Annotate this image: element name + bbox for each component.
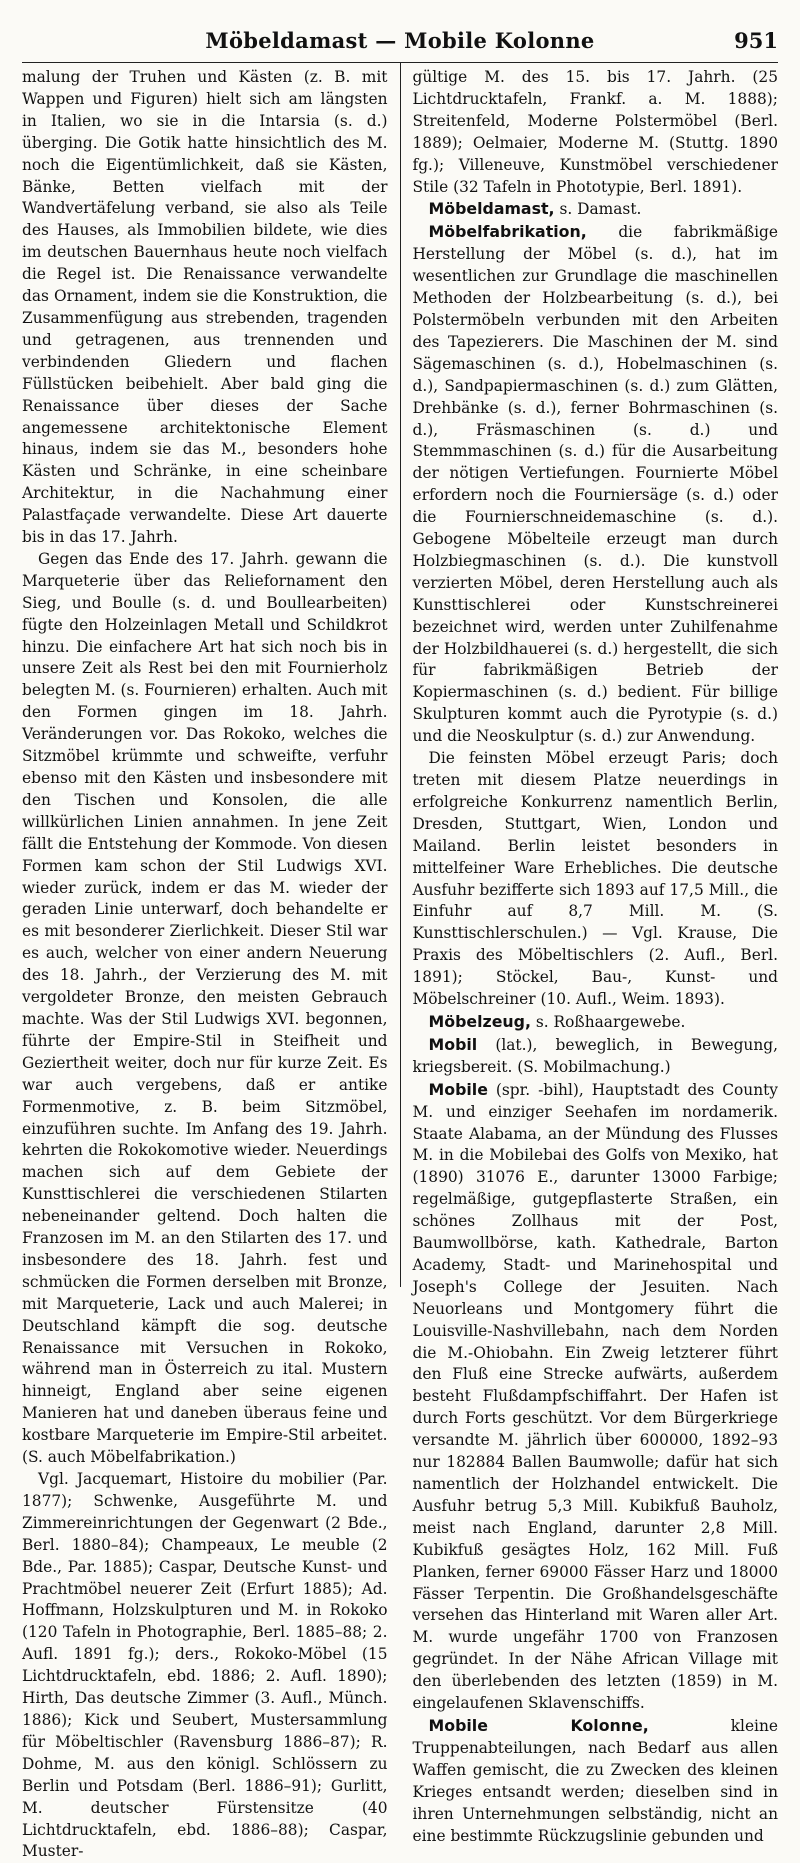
paragraph [22,67,388,549]
entry [413,1079,779,1715]
paragraph [22,1469,388,1863]
paragraph-text: malung der Truhen und Kästen (z. B. mit Wappen und Figuren) hielt sich am längsten in Italien, wo sie in die Intarsia (s. d.) überging. Die Gotik hatte hinsichtlich des M. noch die Eigentümlichkeit, daß sie Kästen, Bänke, Betten vielfach mit der Wandvertäfelung verband, sie also als Teile des Hauses, als Immobilien bildete, wie dies im deutschen Bauernhaus heute noch vielfach die Regel ist. Die Renaissance verwandelte das Ornament, indem sie die Konstruktion, die Zusammenfügung aus strebenden, tragenden und getragenen, aus trennenden und verbindenden Gliedern und flachen Füllstücken beibehielt. Aber bald ging die Renaissance über dieses der Sache angemessene architektonische Element hinaus, indem sie das M., besonders hohe Kästen und Schränke, in eine scheinbare Architektur, in die Nachahmung einer Palastfaçade verwandelte. Diese Art dauerte bis in das 17. Jahrh. [22,68,388,547]
entry-headword: Mobil [428,1034,478,1054]
paragraph-text: Gegen das Ende des 17. Jahrh. gewann die Marqueterie über das Reliefornament den Sieg, und Boulle (s. d. und Boullearbeiten) fügte den Holzeinlagen Metall und Schildkrot hinzu. Die einfachere Art hat sich noch bis in unsere Zeit als Rest bei den mit Fournierholz belegten M. (s. Fournieren) erhalten. Auch mit den Formen gingen im 18. Jahrh. Veränderungen vor. Das Rokoko, welches die Sitzmöbel krümmte und schweifte, verfuhr ebenso mit den Kästen und insbesondere mit den Tischen und Konsolen, die alle willkürlichen Linien annahmen. In jene Zeit fällt die Entstehung der Kommode. Von diesen Formen kam schon der Stil Ludwigs XVI. wieder zurück, indem er das M. wieder der geraden Linie unterwarf, doch behandelte er es mit besonderer Zierlichkeit. Dieser Stil war es auch, welcher von einer andern Neuerung des 18. Jahrh., der Verzierung des M. mit vergoldeter Bronze, den meisten Gebrauch machte. Was der Stil Ludwigs XVI. begonnen, führte der Empire-Stil in Steifheit und Geziertheit weiter, doch nur für kurze Zeit. Es war auch vergebens, daß er antike Formenmotive, z. B. beim Sitzmöbel, einzuführen suchte. Im Anfang des 19. Jahrh. kehrten die Rokokomotive wieder. Neuerdings machen sich auf dem Gebiete der Kunsttischlerei die verschiedenen Stilarten nebeneinander geltend. Doch halten die Franzosen im M. an den Stilarten des 17. und insbesondere des 18. Jahrh. fest und schmücken die Formen derselben mit Bronze, mit Marqueterie, Lack und auch Malerei; in Deutschland kämpft die sog. deutsche Renaissance mit Versuchen in Rokoko, während man in Österreich zu ital. Mustern hinneigt, England aber seine eigenen Manieren hat und daneben überaus feine und kostbare Marqueterie im Empire-Stil arbeitet. (S. auch Möbelfabrikation.) [22,549,388,1467]
paragraph-text: gültige M. des 15. bis 17. Jahrh. (25 Lichtdrucktafeln, Frankf. a. M. 1888); Streitenfeld, Moderne Polstermöbel (Berl. 1889); Oelmaier, Moderne M. (Stuttg. 1890 fg.); Villeneuve, Kunstmöbel verschiedener Stile (32 Tafeln in Phototypie, Berl. 1891). [412,68,778,196]
entry-headword: Möbeldamast, [428,199,555,219]
page-number: 951 [734,28,778,53]
entry-text: s. Damast. [554,200,642,219]
entry-headword: Möbelzeug, [428,1011,531,1031]
entry-headword: Mobile [428,1079,488,1099]
entry [413,1034,779,1079]
column-divider [400,63,401,1287]
entry-text: (lat.), beweglich, in Bewegung, kriegsbereit. (S. Mobilmachung.) [412,1035,778,1076]
paragraph [413,67,779,198]
entry-text: s. Roßhaargewebe. [530,1012,686,1031]
left-column [22,67,388,1861]
text-columns [22,67,778,1861]
entry [413,221,779,748]
right-column [412,67,779,1845]
entry-headword: Mobile Kolonne, [428,1715,649,1735]
entry [413,1011,779,1034]
running-title: Möbeldamast — Mobile Kolonne [205,28,595,53]
entry [413,1715,779,1847]
entry-headword: Möbelfabrikation, [428,222,587,242]
paragraph [413,748,779,1011]
entry-text: die fabrikmäßige Herstellung der Möbel (s. d.), hat im wesentlichen zur Grundlage die maschinellen Methoden der Holzbearbeitung (s. d.), bei Polstermöbeln verbunden mit den Arbeiten des Tapezierers. Die Maschinen der M. sind Sägemaschinen (s. d.), Hobelmaschinen (s. d.), Sandpapiermaschinen (s. d.) zum Glätten, Drehbänke (s. d.), ferner Bohrmaschinen (s. d.), Fräsmaschinen (s. d.) und Stemmmaschinen (s. d.) für die Ausarbeitung der nötigen Vertiefungen. Fournierte Möbel erfordern noch die Fourniersäge (s. d.) oder die Fournierschneidemaschine (s. d.). Gebogene Möbelteile erzeugt man durch Holzbiegmaschinen (s. d.). Die kunstvoll verzierten Möbel, deren Herstellung auch als Kunsttischlerei oder Kunstschreinerei bezeichnet wird, werden unter Zuhilfenahme der Holzbildhauerei (s. d.) hergestellt, die sich für fabrikmäßigen Betrieb der Kopiermaschinen (s. d.) bedient. Für billige Skulpturen kommt auch die Pyrotypie (s. d.) und die Neoskulptur (s. d.) zur Anwendung. [412,223,778,746]
entry-text: (spr. -bihl), Hauptstadt des County M. und einziger Seehafen im nordamerik. Staate Alabama, an der Mündung des Flusses M. in die Mobilebai des Golfs von Mexiko, hat (1890) 31076 E., darunter 13000 Farbige; regelmäßige, gutgepflasterte Straßen, ein schönes Zollhaus mit der Post, Baumwollbörse, kath. Kathedrale, Barton Academy, Stadt- und Marinehospital und Joseph's College der Jesuiten. Nach Neuorleans und Montgomery führt die Louisville-Nashvillebahn, nach dem Norden die M.-Ohiobahn. Ein Zweig letzterer führt den Fluß eine Strecke aufwärts, außerdem besteht Flußdampfschiffahrt. Der Hafen ist durch Forts geschützt. Vor dem Bürgerkriege versandte M. jährlich über 600000, 1892–93 nur 182884 Ballen Baumwolle; dafür hat sich namentlich der Holzhandel entwickelt. Die Ausfuhr betrug 5,3 Mill. Kubikfuß Bauholz, meist nach England, darunter 2,8 Mill. Kubikfuß gesägtes Holz, 162 Mill. Fuß Planken, ferner 69000 Fässer Harz und 18000 Fässer Terpentin. Die Großhandelsgeschäfte versehen das Hinterland mit Waren aller Art. M. wurde ungefähr 1700 von Franzosen gegründet. In der Nähe African Village mit den überlebenden des letzten (1859) in M. eingelaufenen Sklavenschiffs. [412,1080,778,1713]
entry-text: kleine Truppenabteilungen, nach Bedarf aus allen Waffen gemischt, die zu Zwecken des kleinen Krieges entsandt werden; dieselben sind in ihren Unternehmungen selbständig, nicht an eine bestimmte Rückzugslinie gebunden und [412,1716,778,1845]
paragraph-text: Die feinsten Möbel erzeugt Paris; doch treten mit diesem Platze neuerdings in erfolgreiche Konkurrenz namentlich Berlin, Dresden, Stuttgart, Wien, London und Mailand. Berlin leistet besonders in mittelfeiner Ware Erhebliches. Die deutsche Ausfuhr bezifferte sich 1893 auf 17,5 Mill., die Einfuhr auf 8,7 Mill. M. (S. Kunsttischlerschulen.) — Vgl. Krause, Die Praxis des Möbeltischlers (2. Aufl., Berl. 1891); Stöckel, Bau-, Kunst- und Möbelschreiner (10. Aufl., Weim. 1893). [412,749,778,1009]
paragraph-text: Vgl. Jacquemart, Histoire du mobilier (Par. 1877); Schwenke, Ausgeführte M. und Zimmereinrichtungen der Gegenwart (2 Bde., Berl. 1880–84); Champeaux, Le meuble (2 Bde., Par. 1885); Caspar, Deutsche Kunst- und Prachtmöbel neuerer Zeit (Erfurt 1885); Ad. Hoffmann, Holzskulpturen und M. in Rokoko (120 Tafeln in Photographie, Berl. 1885–88; 2. Aufl. 1891 fg.); ders., Rokoko-Möbel (15 Lichtdrucktafeln, ebd. 1886; 2. Aufl. 1890); Hirth, Das deutsche Zimmer (3. Aufl., Münch. 1886); Kick und Seubert, Mustersammlung für Möbeltischler (Ravensburg 1886–87); R. Dohme, M. aus den königl. Schlössern zu Berlin und Potsdam (Berl. 1886–91); Gurlitt, M. deutscher Fürstensitze (40 Lichtdrucktafeln, ebd. 1886–88); Caspar, Muster- [22,1470,388,1861]
page-header [22,26,778,63]
entry [413,198,779,221]
paragraph [22,549,388,1469]
